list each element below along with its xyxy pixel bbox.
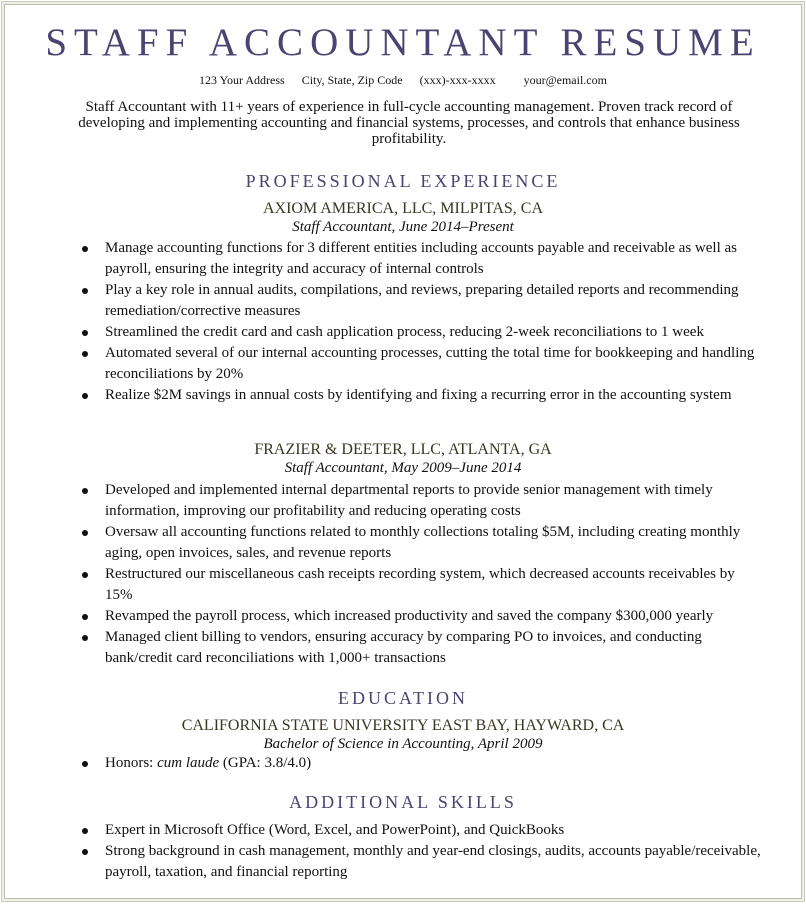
bullet-text: Strong background in cash management, monthly and year-end closings, audits, accounts payable/receivable, payroll, taxation, and financial reporting xyxy=(105,843,761,880)
bullet-text: Developed and implemented internal departmental reports to provide senior management with timely information, improving our profitability and reducing operating costs xyxy=(105,482,713,519)
bullet-text: Revamped the payroll process, which increased productivity and saved the company $300,000 yearly xyxy=(105,608,714,624)
job-2-company: FRAZIER & DEETER, LLC, ATLANTA, GA xyxy=(254,441,552,458)
bullet-icon xyxy=(82,530,88,536)
list-item xyxy=(5,841,765,883)
bullet-text: Manage accounting functions for 3 different entities including accounts payable and receivable as well as payroll, ensuring the integrity and accuracy of internal controls xyxy=(105,240,737,277)
bullet-text: Managed client billing to vendors, ensuring accuracy by comparing PO to invoices, and conducting bank/credit card reconciliations with 1,000+ transactions xyxy=(105,629,702,666)
job-1-bullets xyxy=(5,238,765,406)
list-item xyxy=(5,280,765,322)
resume-title: STAFF ACCOUNTANT RESUME xyxy=(45,21,761,64)
contact-line xyxy=(5,73,801,87)
bullet-icon xyxy=(82,330,88,336)
skills-heading: ADDITIONAL SKILLS xyxy=(289,792,517,812)
bullet-icon xyxy=(82,246,88,252)
job-1-company: AXIOM AMERICA, LLC, MILPITAS, CA xyxy=(262,200,544,217)
phone-text: (xxx)-xxx-xxxx xyxy=(419,73,496,87)
job-2-role: Staff Accountant, May 2009–June 2014 xyxy=(284,460,522,476)
bullet-text: Oversaw all accounting functions related to monthly collections totaling $5M, including creating monthly aging, open invoices, sales, and revenue reports xyxy=(105,524,741,561)
bullet-icon xyxy=(82,288,88,294)
list-item xyxy=(5,343,765,385)
bullet-icon xyxy=(82,614,88,620)
list-item xyxy=(5,564,765,606)
email-text: your@email.com xyxy=(523,73,607,87)
list-item xyxy=(5,385,765,406)
experience-heading: PROFESSIONAL EXPERIENCE xyxy=(245,171,561,191)
honors-value: cum laude xyxy=(157,755,220,771)
education-heading: EDUCATION xyxy=(338,688,468,708)
summary-paragraph: Staff Accountant with 11+ years of experience in full-cycle accounting management. Proven track record of developing and implementing accounting and financial systems, processes, and controls that enhance business profitability. xyxy=(78,99,740,147)
bullet-icon xyxy=(82,761,88,767)
education-bullets xyxy=(5,753,765,774)
bullet-text: Realize $2M savings in annual costs by identifying and fixing a recurring error in the accounting system xyxy=(105,387,732,403)
resume-page xyxy=(4,4,802,899)
job-1-role: Staff Accountant, June 2014–Present xyxy=(292,219,514,235)
bullet-text: Automated several of our internal accounting processes, cutting the total time for bookkeeping and handling reconciliations by 20% xyxy=(105,345,755,382)
address-text: 123 Your Address xyxy=(199,73,285,87)
list-item xyxy=(5,480,765,522)
bullet-text: Streamlined the credit card and cash application process, reducing 2-week reconciliations to 1 week xyxy=(105,324,704,340)
degree-text: Bachelor of Science in Accounting, April 2009 xyxy=(263,736,543,752)
bullet-icon xyxy=(82,393,88,399)
school-name: CALIFORNIA STATE UNIVERSITY EAST BAY, HAYWARD, CA xyxy=(181,717,625,734)
list-item xyxy=(5,522,765,564)
list-item xyxy=(5,820,765,841)
bullet-icon xyxy=(82,828,88,834)
list-item xyxy=(5,238,765,280)
honors-label: Honors: xyxy=(105,755,158,771)
bullet-icon xyxy=(82,488,88,494)
job-2-bullets xyxy=(5,480,765,669)
list-item xyxy=(5,627,765,669)
bullet-icon xyxy=(82,849,88,855)
list-item xyxy=(5,753,765,774)
bullet-icon xyxy=(82,351,88,357)
bullet-text: Restructured our miscellaneous cash receipts recording system, which decreased accounts receivables by 15% xyxy=(105,566,735,603)
bullet-text: Play a key role in annual audits, compilations, and reviews, preparing detailed reports and recommending remediation/corrective measures xyxy=(105,282,739,319)
list-item xyxy=(5,322,765,343)
skills-bullets xyxy=(5,820,765,883)
bullet-icon xyxy=(82,572,88,578)
city-text: City, State, Zip Code xyxy=(301,73,403,87)
list-item xyxy=(5,606,765,627)
bullet-icon xyxy=(82,635,88,641)
honors-gpa: (GPA: 3.8/4.0) xyxy=(219,755,312,771)
bullet-text: Expert in Microsoft Office (Word, Excel, and PowerPoint), and QuickBooks xyxy=(105,822,565,838)
